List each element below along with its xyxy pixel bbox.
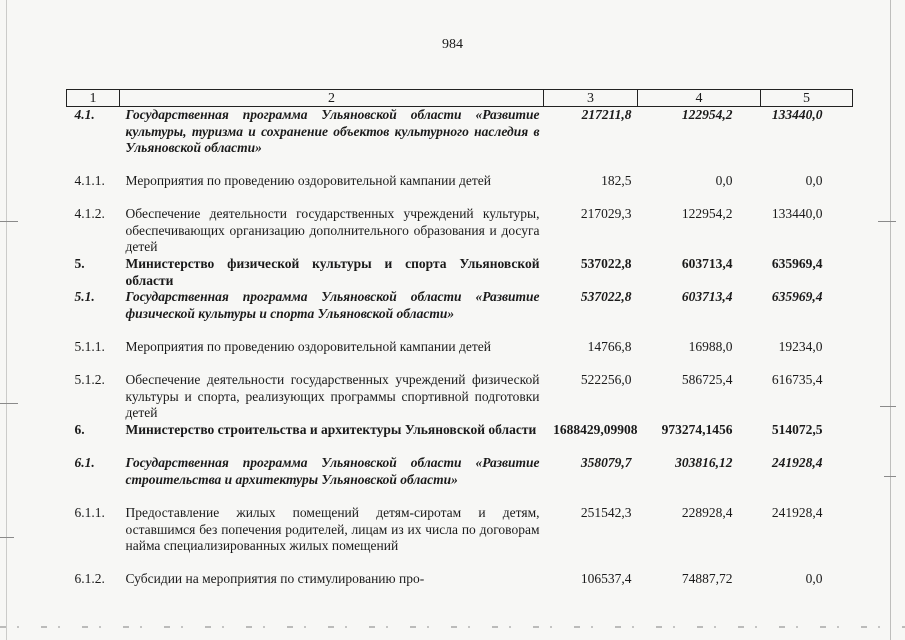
value-col3: 217211,8 [581, 107, 632, 122]
row-description: Государственная программа Ульяновской области «Развитие физической культуры и спорта Ульяновской области» [125, 289, 540, 321]
budget-table [66, 89, 853, 588]
table-row [67, 107, 853, 174]
value-col4: 603713,4 [681, 289, 733, 304]
scan-mark [878, 221, 896, 222]
value-col4: 16988,0 [688, 339, 733, 354]
row-number: 6.1.2. [74, 571, 105, 586]
table-row [67, 206, 853, 256]
row-description: Субсидии на мероприятия по стимулированию про- [125, 571, 425, 586]
value-col4: 973274,1456 [661, 422, 733, 437]
value-col3: 537022,8 [580, 289, 632, 304]
table-row [67, 256, 853, 289]
value-col5: 241928,4 [771, 505, 823, 520]
value-col4: 122954,2 [681, 206, 733, 221]
value-col3: 537022,8 [580, 256, 632, 271]
value-col3: 522256,0 [580, 372, 632, 387]
value-col4: 228928,4 [681, 505, 733, 520]
col-header: 1 [67, 90, 120, 107]
row-description: Министерство строительства и архитектуры Ульяновской области [125, 422, 537, 437]
scan-mark [0, 221, 18, 222]
value-col4: 303816,12 [675, 455, 733, 470]
scan-mark [880, 406, 896, 407]
row-description: Мероприятия по проведению оздоровительной кампании детей [125, 173, 491, 188]
scan-mark [0, 403, 18, 404]
value-col5: 635969,4 [771, 256, 823, 271]
row-description: Министерство физической культуры и спорта Ульяновской области [125, 256, 540, 288]
value-col5: 241928,4 [771, 455, 823, 470]
scan-noise-bottom [0, 626, 905, 628]
col-header: 4 [638, 90, 761, 107]
row-number: 4.1.2. [74, 206, 105, 221]
row-number: 6.1.1. [74, 505, 105, 520]
table-row [67, 455, 853, 505]
value-col5: 616735,4 [771, 372, 823, 387]
row-number: 4.1.1. [74, 173, 105, 188]
row-description: Мероприятия по проведению оздоровительной кампании детей [125, 339, 491, 354]
value-col4: 603713,4 [681, 256, 733, 271]
header-row [67, 90, 853, 107]
row-number: 4.1. [74, 107, 95, 122]
scan-border-left [6, 0, 7, 640]
row-description: Государственная программа Ульяновской области «Развитие строительства и архитектуры Ульяновской области» [125, 455, 540, 487]
col-header: 5 [761, 90, 853, 107]
value-col3: 1688429,09908 [553, 422, 638, 437]
value-col3: 182,5 [601, 173, 632, 188]
value-col4: 586725,4 [681, 372, 733, 387]
value-col4: 122954,2 [681, 107, 733, 122]
row-number: 5.1.1. [74, 339, 105, 354]
value-col4: 0,0 [715, 173, 733, 188]
value-col5: 133440,0 [771, 107, 823, 122]
value-col5: 19234,0 [778, 339, 823, 354]
value-col5: 0,0 [805, 173, 823, 188]
value-col5: 635969,4 [771, 289, 823, 304]
scan-mark [0, 537, 14, 538]
value-col5: 514072,5 [771, 422, 823, 437]
value-col4: 74887,72 [681, 571, 733, 586]
row-number: 5.1. [74, 289, 95, 304]
scan-mark [884, 476, 896, 477]
value-col3: 358079,7 [580, 455, 632, 470]
row-number: 6. [74, 422, 85, 437]
row-description: Обеспечение деятельности государственных учреждений физической культуры и спорта, реализующих программы спортивной подготовки детей [125, 372, 540, 420]
table-row [67, 289, 853, 339]
row-description: Обеспечение деятельности государственных учреждений культуры, обеспечивающих организацию дополнительного образования и досуга детей [125, 206, 540, 254]
table-row [67, 571, 853, 588]
col-header: 2 [120, 90, 544, 107]
scan-border-right [890, 0, 891, 640]
row-number: 6.1. [74, 455, 95, 470]
row-number: 5. [74, 256, 85, 271]
value-col3: 106537,4 [580, 571, 632, 586]
table-row [67, 173, 853, 206]
col-header: 3 [544, 90, 638, 107]
value-col5: 0,0 [805, 571, 823, 586]
value-col5: 133440,0 [771, 206, 823, 221]
table-row [67, 372, 853, 422]
table-row [67, 505, 853, 571]
row-description: Предоставление жилых помещений детям-сиротам и детям, оставшимся без попечения родителей, лицам из их числа по договорам найма специализированных жилых помещений [125, 505, 540, 553]
value-col3: 251542,3 [580, 505, 632, 520]
row-number: 5.1.2. [74, 372, 105, 387]
table-row [67, 339, 853, 372]
value-col3: 14766,8 [587, 339, 632, 354]
row-description: Государственная программа Ульяновской области «Развитие культуры, туризма и сохранение объектов культурного наследия в Ульяновской области» [125, 107, 540, 155]
page-number: 984 [442, 37, 463, 52]
value-col3: 217029,3 [580, 206, 632, 221]
table-row [67, 422, 853, 455]
